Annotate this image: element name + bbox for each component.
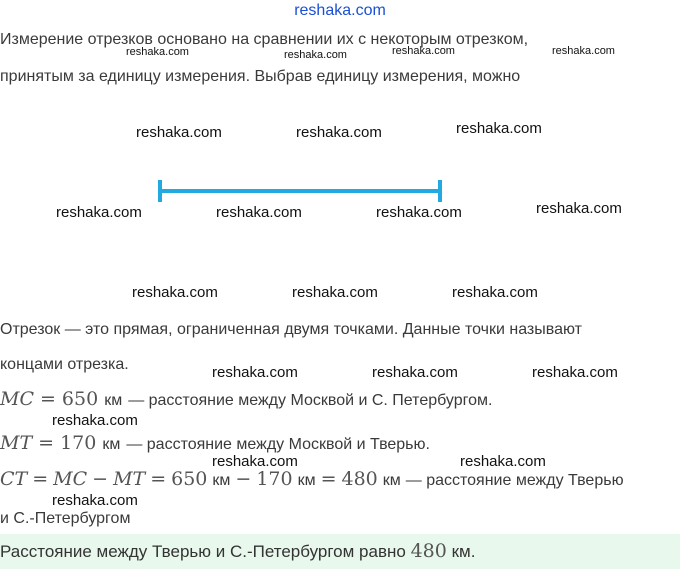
watermark: reshaka.com [212, 364, 298, 381]
unit: км [102, 436, 121, 453]
watermark: reshaka.com [456, 120, 542, 137]
equation-text: — расстояние между Тверью [405, 472, 624, 489]
intro-line-1: Измерение отрезков основано на сравнении их с некоторым отрезком, [0, 31, 529, 48]
math-value: 170 [60, 432, 97, 454]
answer-value: 480 [410, 540, 447, 562]
math-eq: = [32, 468, 49, 490]
math-minus: − [92, 468, 109, 490]
math-eq: = [40, 388, 56, 410]
watermark: reshaka.com [296, 124, 382, 141]
equation-text: — расстояние между Москвой и С. Петербургом. [128, 392, 493, 409]
watermark: reshaka.com [52, 412, 138, 429]
site-title[interactable]: reshaka.com [294, 2, 386, 19]
segment-line [160, 189, 441, 193]
math-eq: = [38, 432, 55, 454]
answer-unit: км. [451, 542, 476, 561]
answer-text: Расстояние между Тверью и С.-Петербургом равно [0, 542, 406, 561]
equation-ct [0, 468, 624, 490]
answer-box [0, 534, 680, 569]
watermark: reshaka.com [460, 453, 546, 470]
equation-mt [0, 432, 430, 454]
math-mc: MC [0, 388, 34, 410]
math-value: 650 [171, 468, 208, 490]
math-value: 170 [256, 468, 293, 490]
math-eq: = [150, 468, 167, 490]
watermark: reshaka.com [452, 284, 538, 301]
segment-start-tick [158, 180, 162, 202]
unit: км [104, 392, 123, 409]
unit: км [297, 472, 316, 489]
watermark: reshaka.com [126, 46, 189, 58]
math-value: 480 [341, 468, 378, 490]
watermark: reshaka.com [212, 453, 298, 470]
math-eq: = [320, 468, 337, 490]
intro-line-2: принятым за единицу измерения. Выбрав единицу измерения, можно [0, 68, 521, 85]
math-value: 650 [61, 388, 99, 410]
equation-mc [0, 388, 492, 410]
watermark: reshaka.com [552, 45, 615, 57]
unit: км [382, 472, 401, 489]
watermark: reshaka.com [52, 492, 138, 509]
math-mt: MT [113, 468, 146, 490]
math-minus: − [235, 468, 252, 490]
watermark: reshaka.com [132, 284, 218, 301]
math-ct: CT [0, 468, 28, 490]
watermark: reshaka.com [56, 204, 142, 221]
equation-text: — расстояние между Москвой и Тверью. [126, 436, 430, 453]
watermark: reshaka.com [536, 200, 622, 217]
watermark: reshaka.com [392, 45, 455, 57]
segment-end-tick [438, 180, 442, 202]
watermark: reshaka.com [532, 364, 618, 381]
watermark: reshaka.com [284, 49, 347, 61]
watermark: reshaka.com [372, 364, 458, 381]
definition-line-1: Отрезок — это прямая, ограниченная двумя точками. Данные точки называют [0, 321, 582, 338]
watermark: reshaka.com [136, 124, 222, 141]
equation-ct-line-2: и С.-Петербургом [0, 510, 131, 527]
definition-line-2: концами отрезка. [0, 356, 129, 373]
watermark: reshaka.com [292, 284, 378, 301]
math-mc: MC [53, 468, 88, 490]
unit: км [212, 472, 231, 489]
math-mt: MT [0, 432, 33, 454]
watermark: reshaka.com [216, 204, 302, 221]
watermark: reshaka.com [376, 204, 462, 221]
